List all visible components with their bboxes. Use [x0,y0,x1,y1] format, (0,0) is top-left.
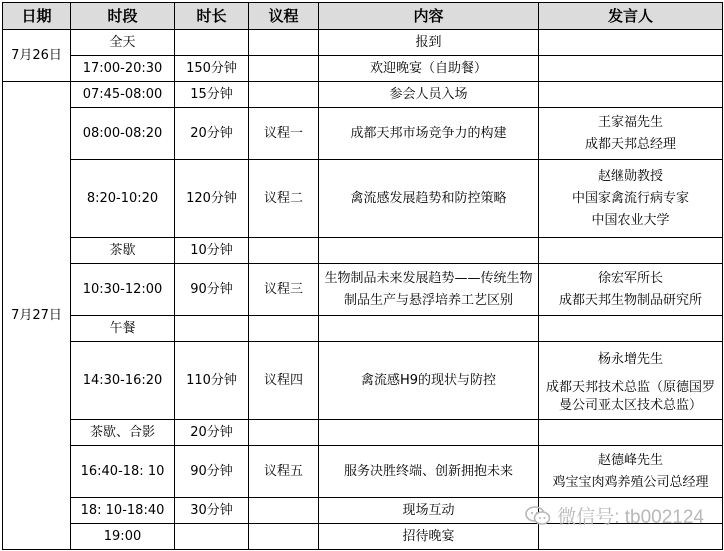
duration-cell: 90分钟 [175,446,249,498]
speaker-cell [539,238,723,264]
content-cell [319,316,539,342]
header-speaker: 发言人 [539,3,723,30]
agenda-cell: 议程三 [249,264,319,316]
content-cell: 参会人员入场 [319,82,539,108]
time-cell: 午餐 [71,316,175,342]
speaker-cell [539,108,723,160]
agenda-cell: 议程一 [249,108,319,160]
table-row [3,420,723,446]
header-agenda: 议程 [249,3,319,30]
time-cell: 茶歇、合影 [71,420,175,446]
time-cell: 全天 [71,30,175,56]
duration-cell: 10分钟 [175,238,249,264]
agenda-cell [249,238,319,264]
speaker-name: 徐宏军所长 [597,270,663,286]
content-cell: 现场互动 [319,498,539,524]
table-row [3,108,723,160]
table-row [3,316,723,342]
header-date: 日期 [3,3,71,30]
time-cell: 16:40-18: 10 [71,446,175,498]
watermark-text: 微信号: tb002124 [557,507,704,528]
duration-cell: 30分钟 [175,498,249,524]
time-cell: 14:30-16:20 [71,342,175,420]
speaker-title: 成都天邦生物制品研究所 [558,292,702,308]
agenda-cell [249,498,319,524]
time-cell: 茶歇 [71,238,175,264]
agenda-cell: 议程二 [249,160,319,238]
duration-cell: 120分钟 [175,160,249,238]
speaker-cell [539,56,723,82]
speaker-title: 成都天邦总经理 [584,136,676,152]
speaker-name: 赵德峰先生 [597,452,663,468]
header-content: 内容 [319,3,539,30]
agenda-cell [249,56,319,82]
content-cell: 禽流感发展趋势和防控策略 [319,160,539,238]
agenda-cell: 议程四 [249,342,319,420]
duration-cell [175,30,249,56]
speaker-cell [539,264,723,316]
time-cell: 10:30-12:00 [71,264,175,316]
time-cell: 08:00-08:20 [71,108,175,160]
agenda-table [2,2,723,550]
speaker-name: 赵继勋教授 [597,168,663,184]
table-row [3,30,723,56]
speaker-cell [539,316,723,342]
wechat-icon [525,506,551,526]
speaker-cell [539,446,723,498]
date-cell: 7月27日 [3,82,71,550]
speaker-cell [539,342,723,420]
time-cell: 17:00-20:30 [71,56,175,82]
agenda-cell: 议程五 [249,446,319,498]
speaker-org: 中国农业大学 [591,212,670,228]
agenda-cell [249,420,319,446]
table-row [3,160,723,238]
speaker-title: 鸡宝宝肉鸡养殖公司总经理 [552,474,709,490]
duration-cell: 20分钟 [175,108,249,160]
content-cell: 服务决胜终端、创新拥抱未来 [319,446,539,498]
table-row [3,342,723,420]
duration-cell: 110分钟 [175,342,249,420]
speaker-cell [539,30,723,56]
speaker-name: 王家福先生 [597,114,663,130]
content-cell: 招待晚宴 [319,524,539,550]
duration-cell [175,316,249,342]
agenda-cell [249,30,319,56]
wechat-watermark [525,502,704,529]
header-time: 时段 [71,3,175,30]
agenda-cell [249,316,319,342]
time-cell: 18: 10-18:40 [71,498,175,524]
content-cell: 禽流感H9的现状与防控 [319,342,539,420]
speaker-name: 杨永增先生 [597,351,663,367]
duration-cell: 15分钟 [175,82,249,108]
content-cell: 报到 [319,30,539,56]
time-cell: 07:45-08:00 [71,82,175,108]
content-cell: 生物制品未来发展趋势——传统生物制品生产与悬浮培养工艺区别 [319,264,539,316]
agenda-cell [249,82,319,108]
agenda-cell [249,524,319,550]
table-row [3,264,723,316]
header-row [3,3,723,30]
content-cell: 欢迎晚宴（自助餐） [319,56,539,82]
duration-cell: 90分钟 [175,264,249,316]
table-row [3,238,723,264]
header-duration: 时长 [175,3,249,30]
duration-cell: 20分钟 [175,420,249,446]
speaker-cell [539,160,723,238]
content-cell [319,238,539,264]
time-cell: 19:00 [71,524,175,550]
time-cell: 8:20-10:20 [71,160,175,238]
duration-cell: 150分钟 [175,56,249,82]
table-row [3,446,723,498]
speaker-cell [539,420,723,446]
speaker-cell [539,82,723,108]
content-cell: 成都天邦市场竞争力的构建 [319,108,539,160]
table-row [3,56,723,82]
date-cell: 7月26日 [3,30,71,82]
table-row [3,82,723,108]
duration-cell [175,524,249,550]
content-cell [319,420,539,446]
speaker-title: 中国家禽流行病专家 [571,190,689,206]
speaker-title: 成都天邦技术总监（原德国罗曼公司亚太区技术总监） [545,379,715,413]
